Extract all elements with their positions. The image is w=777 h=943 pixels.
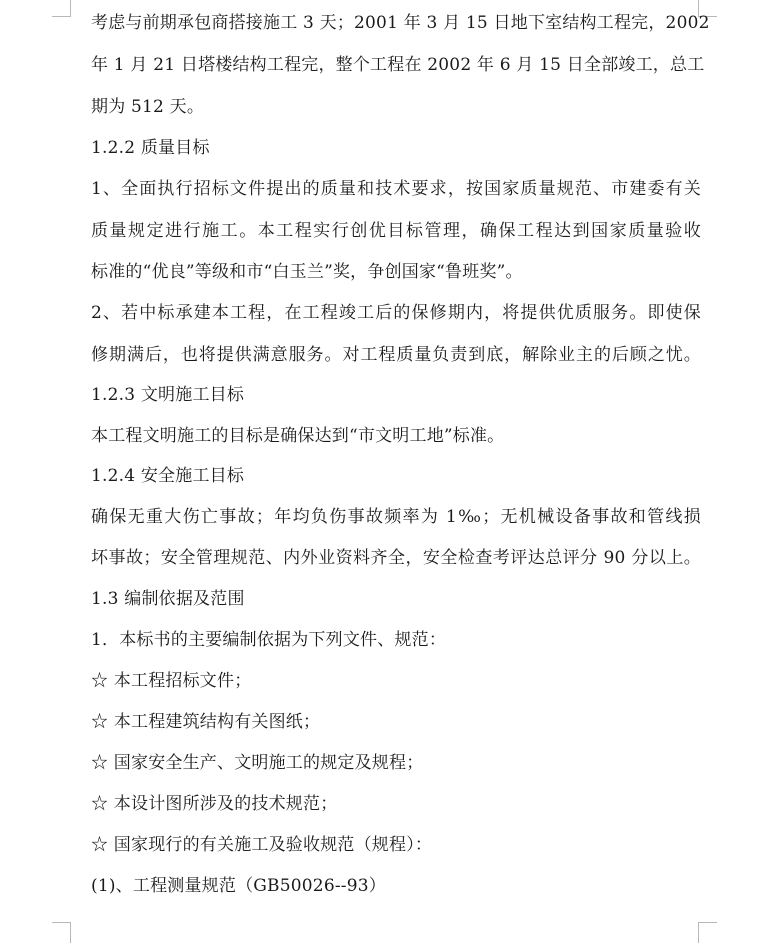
paragraph-line: 2、若中标承建本工程，在工程竣工后的保修期内，将提供优质服务。即使保	[91, 303, 701, 323]
list-item: ☆ 本设计图所涉及的技术规范；	[91, 794, 338, 814]
paragraph-line: 质量规定进行施工。本工程实行创优目标管理，确保工程达到国家质量验收	[91, 221, 701, 241]
paragraph-line: 年 1 月 21 日塔楼结构工程完，整个工程在 2002 年 6 月 15 日全部竣工，总工	[91, 55, 705, 75]
section-heading: 1.2.4 安全施工目标	[91, 466, 245, 486]
paragraph-line: 修期满后，也将提供满意服务。对工程质量负责到底，解除业主的后顾之忧。	[91, 345, 701, 365]
paragraph-line: 期为 512 天。	[91, 97, 205, 117]
section-heading: 1.2.3 文明施工目标	[91, 385, 245, 405]
list-item: (1)、工程测量规范（GB50026--93）	[91, 876, 386, 896]
paragraph-line: 1、全面执行招标文件提出的质量和技术要求，按国家质量规范、市建委有关	[91, 179, 701, 199]
list-intro: 1．本标书的主要编制依据为下列文件、规范：	[91, 630, 447, 650]
section-heading: 1.2.2 质量目标	[91, 138, 210, 158]
paragraph-line: 坏事故；安全管理规范、内外业资料齐全，安全检查考评达总评分 90 分以上。	[91, 548, 701, 568]
list-item: ☆ 国家安全生产、文明施工的规定及规程；	[91, 753, 424, 773]
section-heading: 1.3 编制依据及范围	[91, 589, 245, 609]
paragraph-line: 本工程文明施工的目标是确保达到“市文明工地”标准。	[91, 426, 505, 446]
paragraph-line: 确保无重大伤亡事故；年均负伤事故频率为 1‰；无机械设备事故和管线损	[91, 507, 701, 527]
list-item: ☆ 本工程建筑结构有关图纸；	[91, 712, 321, 732]
list-item: ☆ 本工程招标文件；	[91, 671, 252, 691]
paragraph-line: 考虑与前期承包商搭接施工 3 天；2001 年 3 月 15 日地下室结构工程完，2002	[91, 13, 710, 33]
crop-mark-bottom-right	[698, 922, 717, 943]
crop-mark-bottom-left	[52, 922, 71, 943]
paragraph-line: 标准的“优良”等级和市“白玉兰”奖，争创国家“鲁班奖”。	[91, 262, 523, 282]
list-item: ☆ 国家现行的有关施工及验收规范（规程）：	[91, 835, 433, 855]
crop-mark-top-left	[52, 0, 71, 17]
